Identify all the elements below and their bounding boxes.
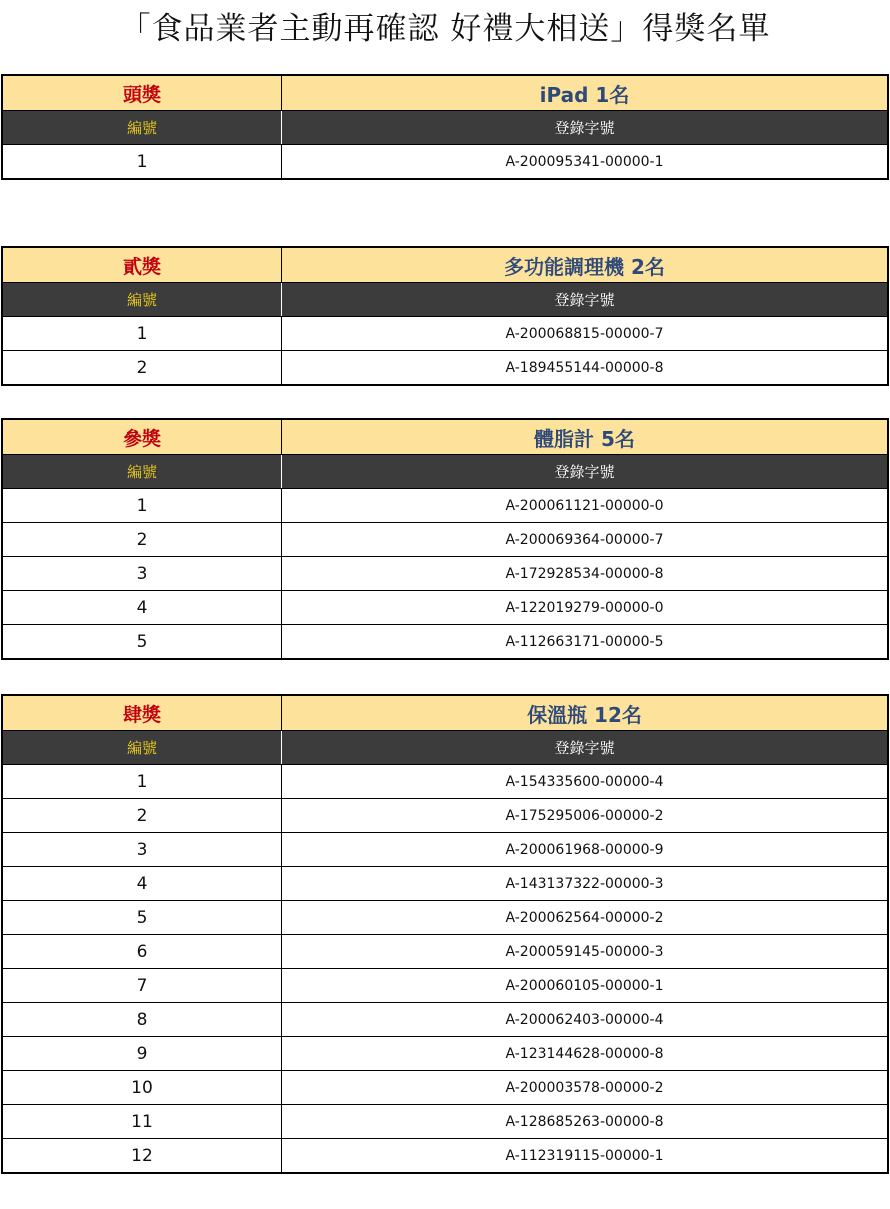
registration-code: A-112663171-00000-5 — [505, 633, 664, 650]
page-title: 「食品業者主動再確認 好禮大相送」得獎名單 — [119, 11, 771, 47]
row-number: 9 — [3, 1037, 282, 1070]
prize-header-row — [3, 696, 887, 730]
row-number: 3 — [3, 833, 282, 866]
prize-name: 多功能調理機 2名 — [504, 254, 665, 279]
table-row — [3, 624, 887, 658]
registration-code: A-200062403-00000-4 — [505, 1011, 664, 1028]
row-number: 7 — [3, 969, 282, 1002]
column-header-row — [3, 730, 887, 764]
row-number: 8 — [3, 1003, 282, 1036]
registration-code: A-200068815-00000-7 — [505, 325, 664, 342]
registration-code: A-175295006-00000-2 — [505, 807, 664, 824]
prize-rank: 肆獎 — [3, 696, 282, 730]
row-number: 5 — [3, 625, 282, 658]
row-number: 1 — [3, 765, 282, 798]
table-row — [3, 522, 887, 556]
row-number: 1 — [3, 145, 282, 178]
prize-rank: 參獎 — [3, 420, 282, 454]
prize-rank: 頭獎 — [3, 76, 282, 110]
table-row — [3, 1138, 887, 1172]
column-header-row — [3, 454, 887, 488]
table-row — [3, 316, 887, 350]
prize-table-second — [1, 246, 889, 386]
table-row — [3, 832, 887, 866]
row-number: 4 — [3, 591, 282, 624]
registration-code: A-154335600-00000-4 — [505, 773, 664, 790]
row-number: 1 — [3, 489, 282, 522]
column-header-registration: 登錄字號 — [554, 739, 615, 757]
table-row — [3, 798, 887, 832]
row-number: 1 — [3, 317, 282, 350]
table-row — [3, 900, 887, 934]
registration-code: A-200062564-00000-2 — [505, 909, 664, 926]
column-header-number: 編號 — [3, 731, 282, 764]
registration-code: A-200003578-00000-2 — [505, 1079, 664, 1096]
prize-header-row — [3, 248, 887, 282]
row-number: 12 — [3, 1139, 282, 1172]
prize-rank: 貳獎 — [3, 248, 282, 282]
row-number: 11 — [3, 1105, 282, 1138]
row-number: 2 — [3, 523, 282, 556]
registration-code: A-123144628-00000-8 — [505, 1045, 664, 1062]
prize-header-row — [3, 420, 887, 454]
registration-code: A-200095341-00000-1 — [505, 153, 664, 170]
table-row — [3, 764, 887, 798]
prize-header-row — [3, 76, 887, 110]
column-header-row — [3, 282, 887, 316]
row-number: 3 — [3, 557, 282, 590]
registration-code: A-200059145-00000-3 — [505, 943, 664, 960]
column-header-row — [3, 110, 887, 144]
column-header-number: 編號 — [3, 111, 282, 144]
prize-table-third — [1, 418, 889, 660]
registration-code: A-200060105-00000-1 — [505, 977, 664, 994]
table-row — [3, 488, 887, 522]
registration-code: A-172928534-00000-8 — [505, 565, 664, 582]
registration-code: A-122019279-00000-0 — [505, 599, 664, 616]
row-number: 4 — [3, 867, 282, 900]
registration-code: A-143137322-00000-3 — [505, 875, 664, 892]
table-row — [3, 1036, 887, 1070]
row-number: 6 — [3, 935, 282, 968]
table-row — [3, 1070, 887, 1104]
table-row — [3, 350, 887, 384]
registration-code: A-200069364-00000-7 — [505, 531, 664, 548]
registration-code: A-128685263-00000-8 — [505, 1113, 664, 1130]
row-number: 2 — [3, 351, 282, 384]
registration-code: A-112319115-00000-1 — [505, 1147, 664, 1164]
column-header-registration: 登錄字號 — [554, 119, 615, 137]
row-number: 5 — [3, 901, 282, 934]
column-header-number: 編號 — [3, 283, 282, 316]
table-row — [3, 934, 887, 968]
registration-code: A-200061968-00000-9 — [505, 841, 664, 858]
prize-name: 保溫瓶 12名 — [527, 702, 642, 727]
prize-table-first — [1, 74, 889, 180]
column-header-registration: 登錄字號 — [554, 291, 615, 309]
column-header-registration: 登錄字號 — [554, 463, 615, 481]
table-row — [3, 1104, 887, 1138]
prize-table-fourth — [1, 694, 889, 1174]
column-header-number: 編號 — [3, 455, 282, 488]
registration-code: A-200061121-00000-0 — [505, 497, 664, 514]
row-number: 2 — [3, 799, 282, 832]
table-row — [3, 866, 887, 900]
prize-name: iPad 1名 — [539, 82, 630, 107]
row-number: 10 — [3, 1071, 282, 1104]
table-row — [3, 590, 887, 624]
table-row — [3, 144, 887, 178]
table-row — [3, 556, 887, 590]
prize-name: 體脂計 5名 — [534, 426, 635, 451]
table-row — [3, 1002, 887, 1036]
registration-code: A-189455144-00000-8 — [505, 359, 664, 376]
table-row — [3, 968, 887, 1002]
